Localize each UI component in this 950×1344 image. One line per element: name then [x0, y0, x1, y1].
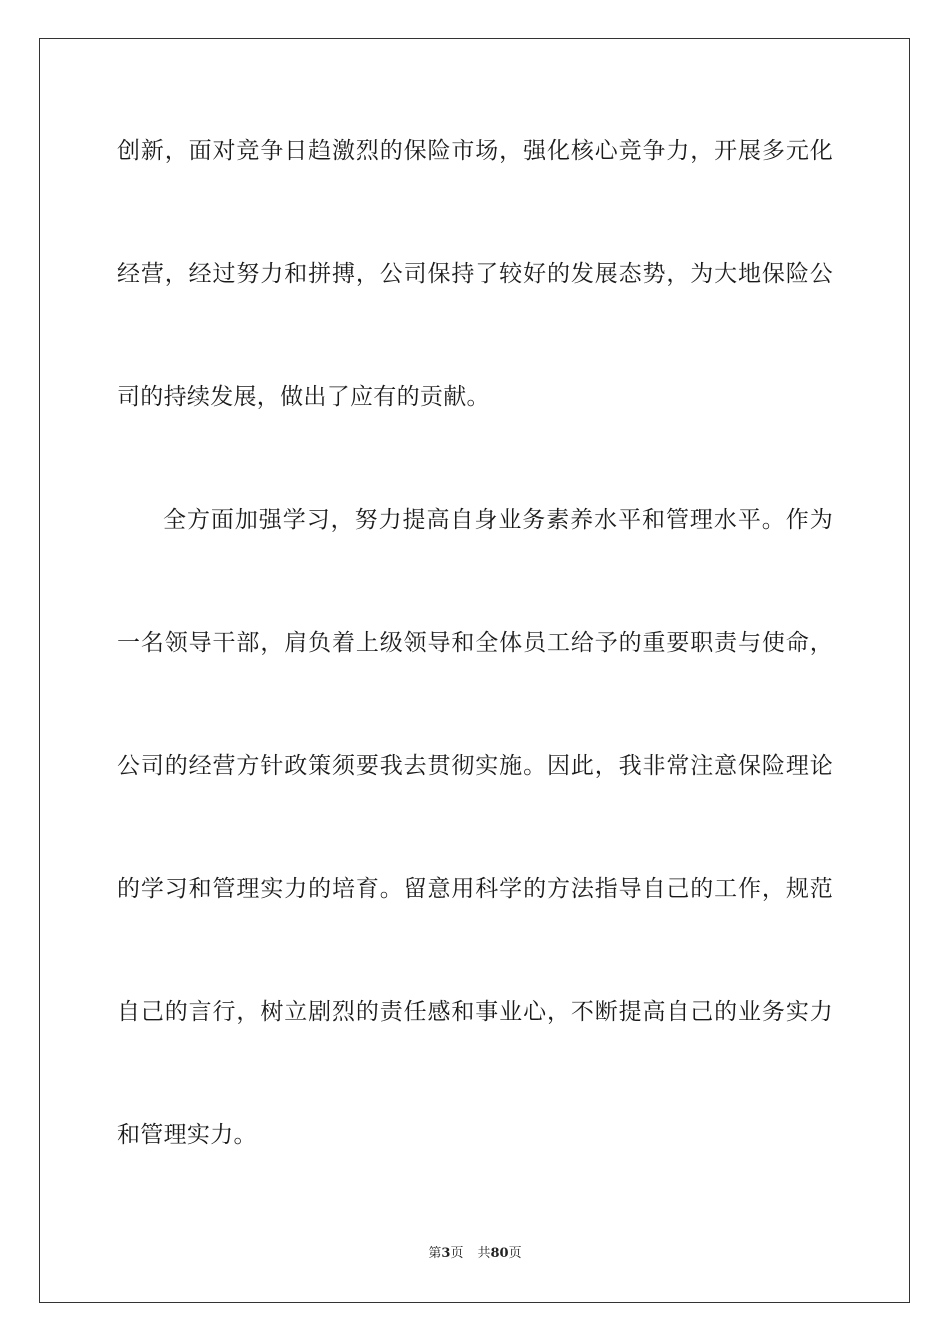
- page-number: 3: [441, 1246, 451, 1261]
- page-footer: [0, 1244, 950, 1264]
- text-line-2: 经营，经过努力和拼搏，公司保持了较好的发展态势，为大地保险公: [117, 261, 833, 287]
- text-line-9: 和管理实力。: [117, 1122, 257, 1148]
- total-prefix: 共: [477, 1246, 491, 1261]
- text-line-5: 一名领导干部，肩负着上级领导和全体员工给予的重要职责与使命，: [117, 630, 833, 656]
- page-prefix: 第: [428, 1246, 442, 1261]
- total-suffix: 页: [508, 1246, 522, 1261]
- page-suffix: 页: [450, 1246, 464, 1261]
- document-body: [117, 120, 833, 1227]
- total-pages: 80: [490, 1246, 509, 1261]
- text-line-8: 自己的言行，树立剧烈的责任感和事业心，不断提高自己的业务实力: [117, 999, 833, 1025]
- text-line-3: 司的持续发展，做出了应有的贡献。: [117, 384, 490, 410]
- text-line-4: 全方面加强学习，努力提高自身业务素养水平和管理水平。作为: [163, 507, 833, 533]
- text-line-6: 公司的经营方针政策须要我去贯彻实施。因此，我非常注意保险理论: [117, 753, 833, 779]
- text-line-1: 创新，面对竞争日趋激烈的保险市场，强化核心竞争力，开展多元化: [117, 138, 833, 164]
- text-line-7: 的学习和管理实力的培育。留意用科学的方法指导自己的工作，规范: [117, 876, 833, 902]
